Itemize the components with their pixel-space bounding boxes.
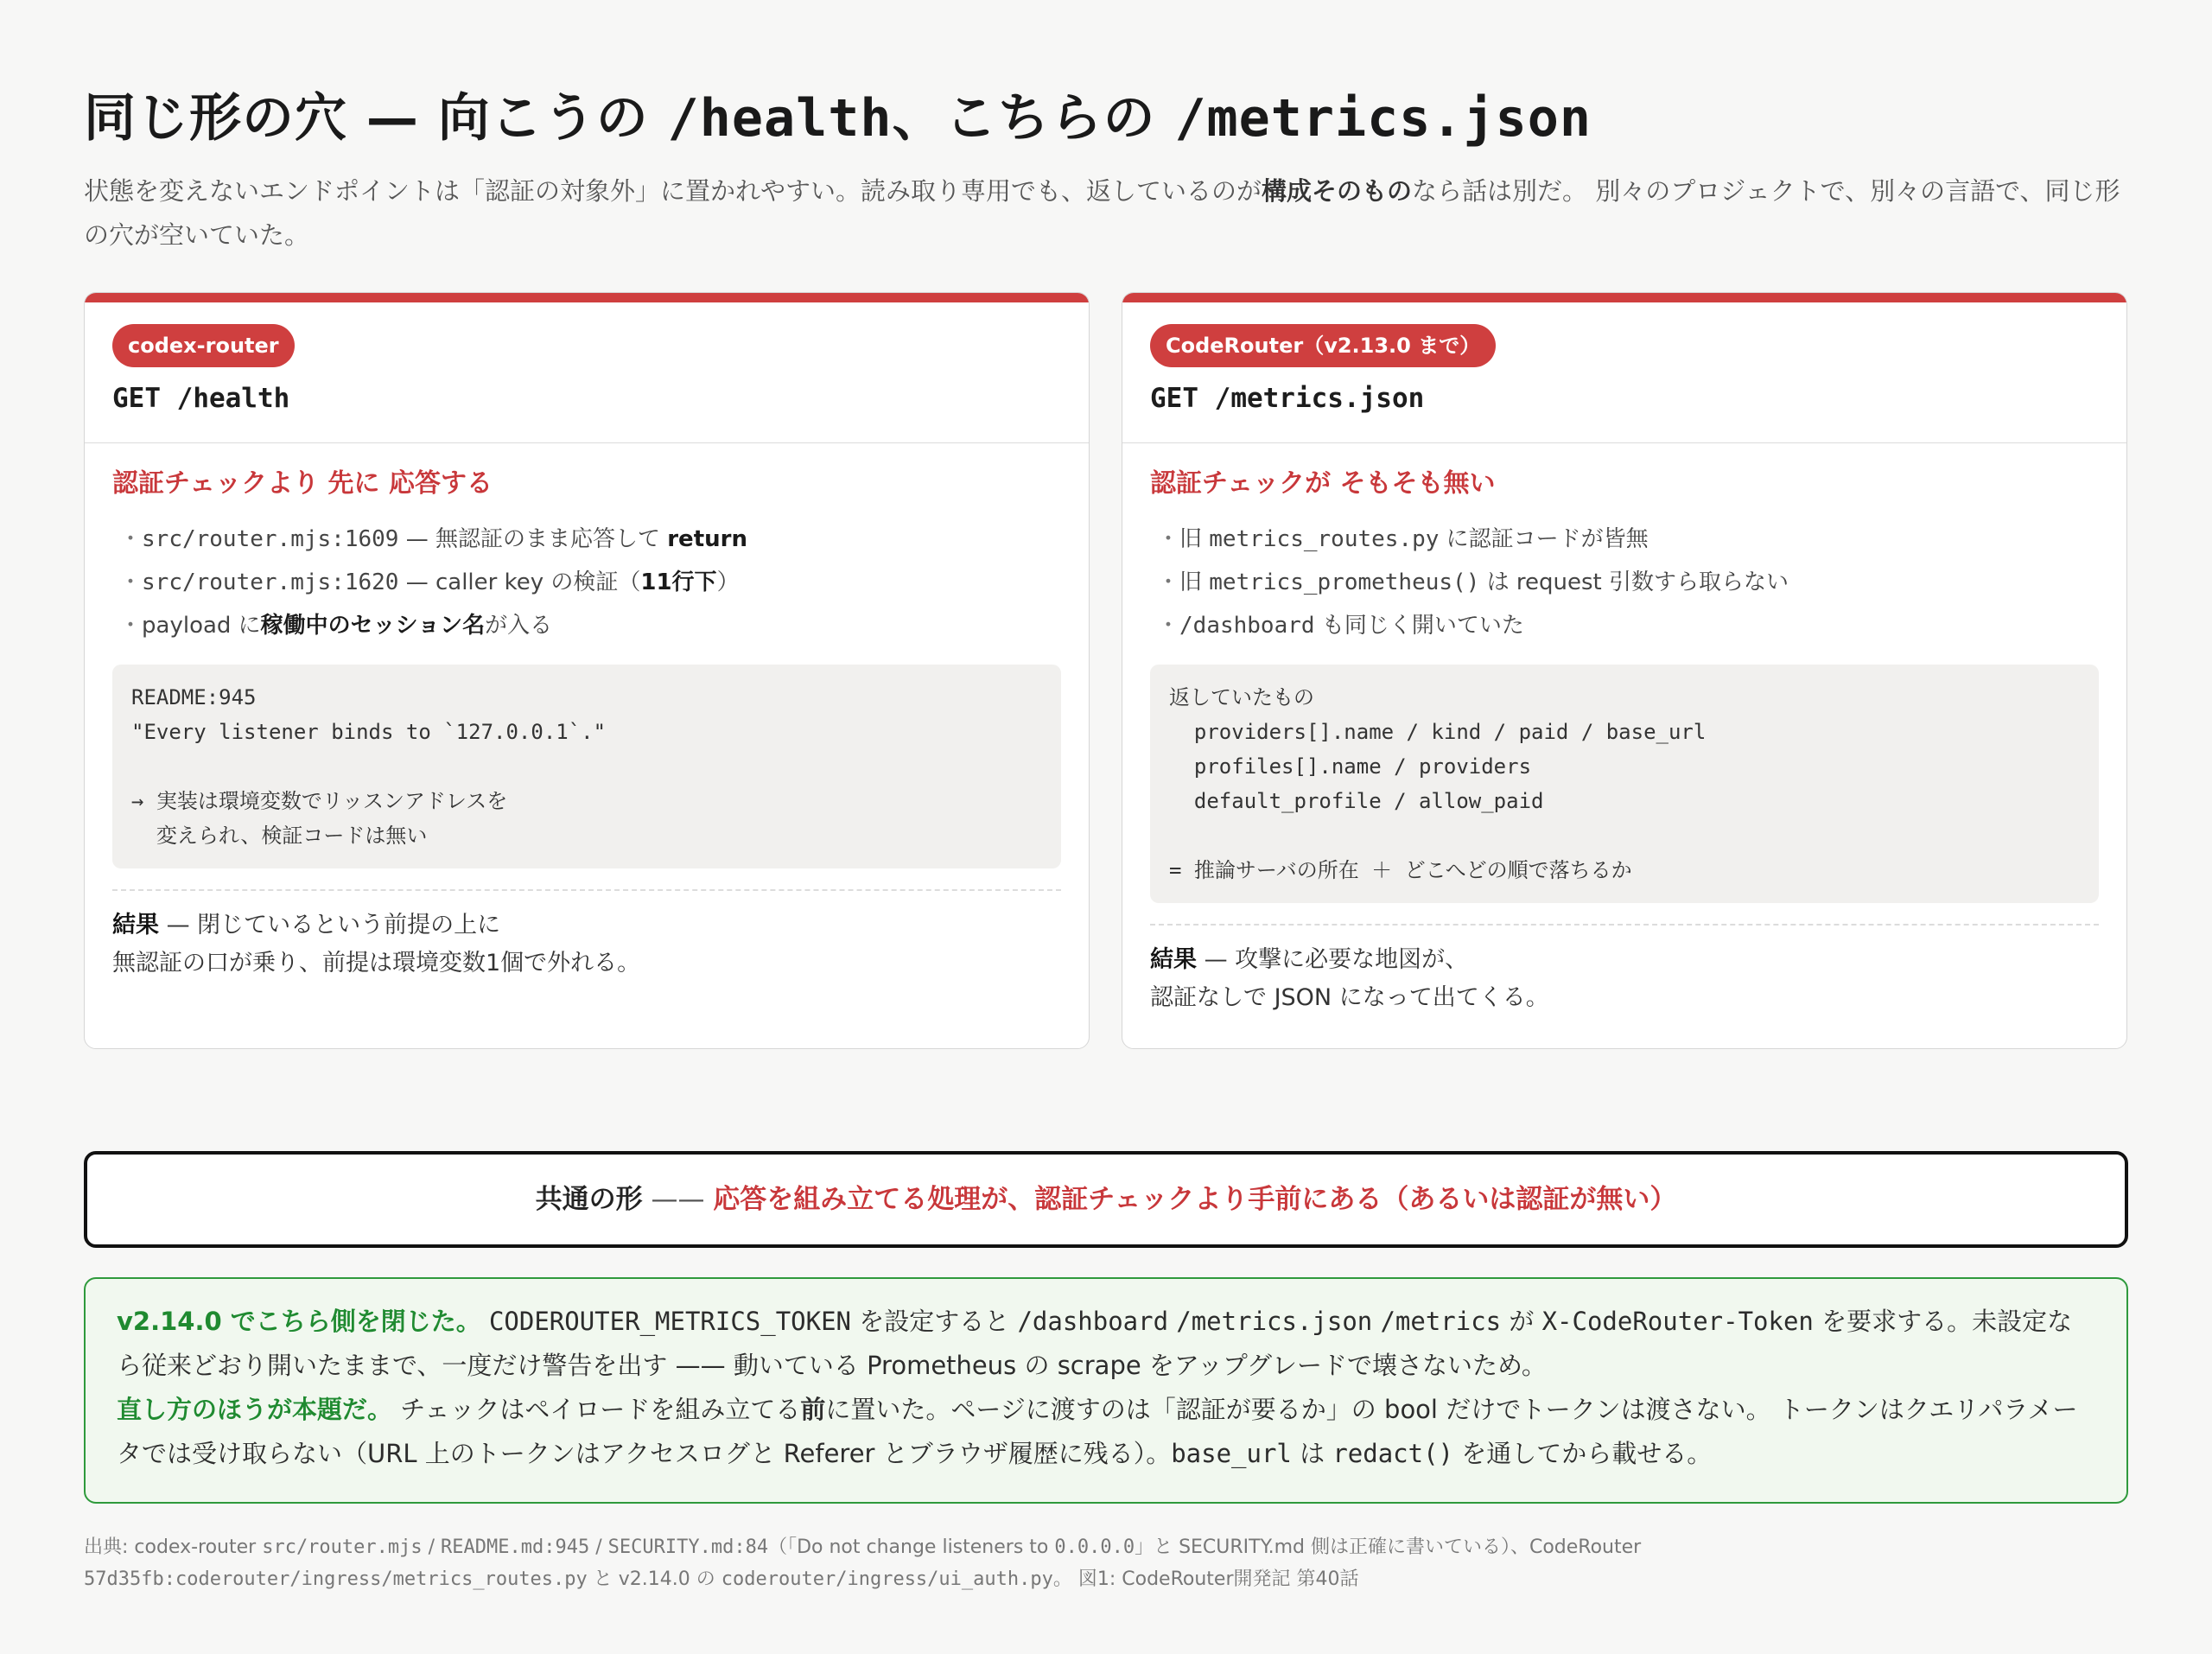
card-coderouter xyxy=(1122,292,2127,1049)
code-block: README:945 "Every listener binds to `127.0.0.1`." → 実装は環境変数でリッスンアドレスを 変えられ、検証コードは無い xyxy=(112,665,1061,868)
card-subtitle: 認証チェックより 先に 応答する xyxy=(112,468,493,499)
bullet-item: ・ payload に稼働中のセッション名が入る xyxy=(112,604,1061,647)
dashed-divider xyxy=(1150,924,2099,926)
code-block: 返していたもの providers[].name / kind / paid / base_url profiles[].name / providers default_profile / allow_paid = 推論サーバの所在 ＋ どこへどの順で落ちるか xyxy=(1150,665,2099,903)
title-code-health: /health xyxy=(667,88,893,149)
card-header xyxy=(1122,293,2126,443)
bullet-item: ・ src/router.mjs:1620 — caller key の検証（11行下） xyxy=(112,561,1061,604)
card-body xyxy=(1122,443,2126,1017)
card-body xyxy=(85,443,1089,983)
result-text: 結果 — 攻撃に必要な地図が、 認証なしで JSON になって出てくる。 xyxy=(1150,946,1549,1011)
card-codex-router xyxy=(84,292,1090,1049)
fix-note-box xyxy=(84,1277,2128,1504)
bullet-item: ・ src/router.mjs:1609 — 無認証のまま応答して return xyxy=(112,518,1061,561)
endpoint-label: GET /health xyxy=(112,383,290,414)
subtitle-bold: 構成そのもの xyxy=(1262,176,1413,206)
bullet-item: ・ /dashboard も同じく開いていた xyxy=(1150,604,2099,647)
page-subtitle: 状態を変えないエンドポイントは「認証の対象外」に置かれやすい。読み取り専用でも、返しているのが構成そのものなら話は別だ。 別々のプロジェクトで、別々の言語で、同じ形の穴が空いていた。 xyxy=(84,176,2120,250)
common-pattern-box: 共通の形 —— 応答を組み立てる処理が、認証チェックより手前にある（あるいは認証が無い） xyxy=(84,1151,2128,1248)
project-badge: CodeRouter（v2.13.0 まで） xyxy=(1150,324,1496,367)
card-subtitle: 認証チェックが そもそも無い xyxy=(1150,468,1496,499)
page xyxy=(84,85,2128,1590)
card-header xyxy=(85,293,1089,443)
fix-paragraph-2: 直し方のほうが本題だ。 チェックはペイロードを組み立てる前に置いた。ページに渡すのは「認証が要るか」の bool だけでトークンは渡さない。 トークンはクエリパラメータでは受け取らない（URL 上のトークンはアクセスログと Referer とブラウザ履歴に残る）。base_url は redact() を通してから載せる。 xyxy=(117,1395,2078,1468)
endpoint-label: GET /metrics.json xyxy=(1150,383,1425,414)
bullet-list xyxy=(112,518,1061,647)
comparison-cards xyxy=(84,292,2128,1049)
bullet-list xyxy=(1150,518,2099,647)
bullet-item: ・ 旧 metrics_prometheus() は request 引数すら取らない xyxy=(1150,561,2099,604)
dashed-divider xyxy=(112,889,1061,891)
project-badge: codex-router xyxy=(112,324,295,367)
title-code-metrics: /metrics.json xyxy=(1174,88,1592,149)
bullet-item: ・ 旧 metrics_routes.py に認証コードが皆無 xyxy=(1150,518,2099,561)
result-text: 結果 — 閉じているという前提の上に 無認証の口が乗り、前提は環境変数1個で外れる。 xyxy=(112,912,641,976)
fix-paragraph-1: v2.14.0 でこちら側を閉じた。 CODEROUTER_METRICS_TOKEN を設定すると /dashboard /metrics.json /metrics が X-CodeRouter-Token を要求する。未設定なら従来どおり開いたままで、一度だけ警告を出す —— 動いている Prometheus の scrape をアップグレードで壊さないため。 xyxy=(117,1307,2073,1380)
source-footnote: 出典: codex-router src/router.mjs / README.md:945 / SECURITY.md:84（「Do not change listeners to 0.0.0.0」と SECURITY.md 側は正確に書いている）、CodeRouter 57d35fb:coderouter/ingress/metrics_routes.py と v2.14.0 の coderouter/ingress/ui_auth.py。 図1: CodeRouter開発記 第40話 xyxy=(84,1536,1642,1590)
page-title: 同じ形の穴 — 向こうの /health、こちらの /metrics.json xyxy=(84,88,1592,149)
